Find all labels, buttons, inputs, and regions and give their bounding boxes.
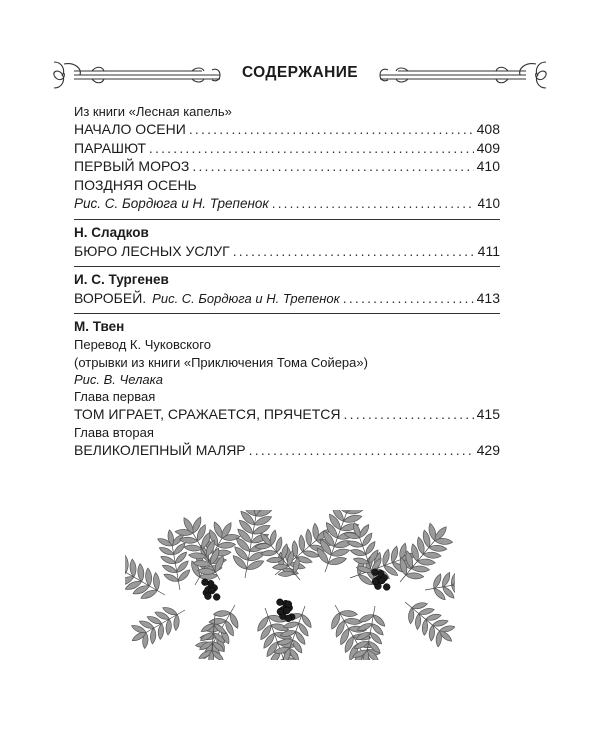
entry-title: ПАРАШЮТ bbox=[74, 139, 146, 156]
toc-entry-parashyut[interactable] bbox=[74, 139, 500, 158]
entry-page: 410 bbox=[476, 158, 500, 175]
author-heading: Н. Сладков bbox=[74, 219, 500, 242]
leader-dots bbox=[272, 195, 475, 214]
rowan-branch-illustration-icon bbox=[125, 510, 455, 660]
toc-entry-nachalo-oseni[interactable] bbox=[74, 120, 500, 139]
entry-title: ПОЗДНЯЯ ОСЕНЬ bbox=[74, 176, 197, 193]
entry-page: 413 bbox=[476, 289, 500, 306]
entry-title: НАЧАЛО ОСЕНИ bbox=[74, 121, 186, 138]
leader-dots bbox=[189, 120, 474, 139]
header bbox=[52, 58, 548, 92]
entry-page: 415 bbox=[476, 406, 500, 423]
chapter-label: Глава первая bbox=[74, 388, 156, 404]
illustrator-credit: Рис. С. Бордюга и Н. Трепенок bbox=[74, 195, 269, 211]
entry-page: 409 bbox=[476, 139, 500, 156]
entry-title: БЮРО ЛЕСНЫХ УСЛУГ bbox=[74, 243, 230, 260]
leader-dots bbox=[344, 405, 474, 424]
author-heading: И. С. Тургенев bbox=[74, 266, 500, 289]
leader-dots bbox=[192, 157, 473, 176]
entry-page: 429 bbox=[476, 441, 500, 458]
illustrator-credit: Рис. В. Челака bbox=[74, 371, 164, 387]
entry-page: 408 bbox=[476, 121, 500, 138]
entry-page: 411 bbox=[477, 243, 500, 260]
table-of-contents bbox=[74, 103, 500, 460]
leader-dots bbox=[343, 289, 474, 308]
right-ornament-icon bbox=[378, 58, 548, 92]
excerpts-note: (отрывки из книги «Приключения Тома Сойера») bbox=[74, 354, 368, 370]
toc-entry-illustrators[interactable] bbox=[74, 195, 500, 214]
translation-credit: Перевод К. Чуковского bbox=[74, 337, 211, 353]
toc-entry-pozdnyaya-osen[interactable] bbox=[74, 176, 500, 195]
page-title: СОДЕРЖАНИЕ bbox=[241, 64, 359, 81]
book-intro: Из книги «Лесная капель» bbox=[74, 104, 232, 119]
entry-title: ПЕРВЫЙ МОРОЗ bbox=[74, 158, 190, 175]
entry-page: 410 bbox=[477, 195, 500, 211]
chapter-label: Глава вторая bbox=[74, 424, 154, 440]
toc-entry-tom-igraet[interactable] bbox=[74, 405, 500, 424]
entry-title: ТОМ ИГРАЕТ, СРАЖАЕТСЯ, ПРЯЧЕТСЯ bbox=[74, 406, 341, 423]
toc-entry-velikolepnyi-malyar[interactable] bbox=[74, 441, 500, 460]
leader-dots bbox=[249, 441, 474, 460]
toc-entry-pervyi-moroz[interactable] bbox=[74, 157, 500, 176]
author-heading: М. Твен bbox=[74, 313, 500, 336]
toc-entry-byuro-lesnyh-uslug[interactable] bbox=[74, 242, 500, 261]
entry-title: ВОРОБЕЙ. bbox=[74, 289, 147, 306]
leader-dots bbox=[149, 139, 474, 158]
leader-dots bbox=[233, 242, 475, 261]
illustrator-credit: Рис. С. Бордюга и Н. Трепенок bbox=[152, 290, 340, 306]
toc-entry-vorobei[interactable] bbox=[74, 289, 500, 309]
entry-title: ВЕЛИКОЛЕПНЫЙ МАЛЯР bbox=[74, 441, 246, 458]
